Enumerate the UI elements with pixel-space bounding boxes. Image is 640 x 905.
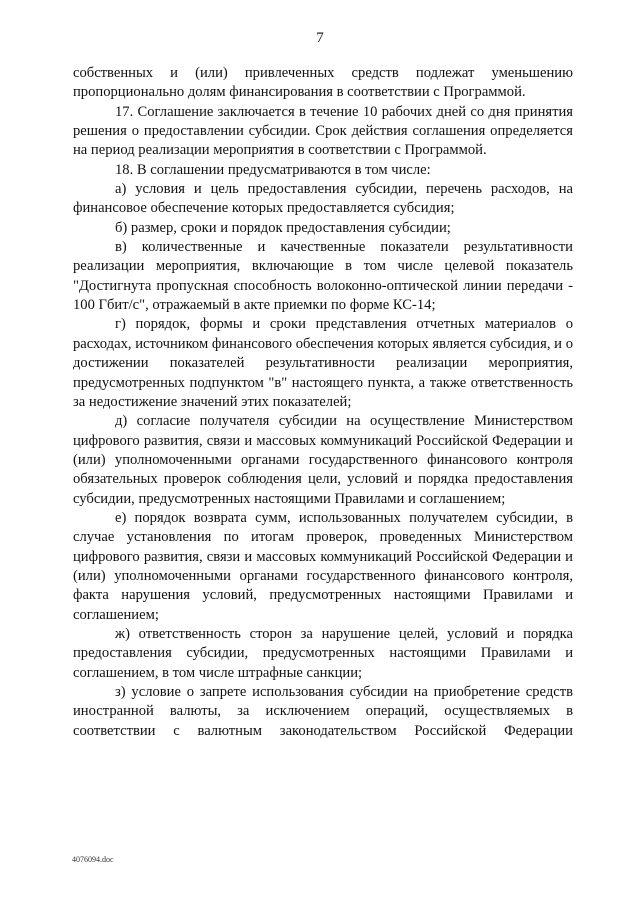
item-z: з) условие о запрете использования субсидии на приобретение средств иностранной валюты, за исключением операций, осуществляемых в соответствии с валютным законодательством Российской Федерации: [73, 684, 573, 739]
item-a: а) условия и цель предоставления субсидии, перечень расходов, на финансовое обеспечение которых предоставляется субсидия;: [73, 181, 573, 217]
paragraph-18: 18. В соглашении предусматриваются в том числе:: [115, 161, 431, 178]
item-b: б) размер, сроки и порядок предоставления субсидии;: [115, 219, 451, 236]
item-v: в) количественные и качественные показатели результативности реализации мероприятия, включающие в том числе целевой показатель "Достигнута пропускная способность волоконно-оптической линии передачи - 100 Гбит/с", отражаемый в акте приемки по форме КС-14;: [73, 239, 573, 314]
document-body: [73, 64, 573, 741]
item-d: д) согласие получателя субсидии на осуществление Министерством цифрового развития, связи и массовых коммуникаций Российской Федерации и (или) уполномоченными органами государственного финансового контроля обязательных проверок соблюдения цели, условий и порядка предоставления субсидии, предусмотренных настоящими Правилами и соглашением;: [73, 413, 573, 507]
page-number: 7: [316, 30, 324, 46]
footer-file-code: 4076094.doc: [72, 855, 114, 864]
item-g: г) порядок, формы и сроки представления отчетных материалов о расходах, источником финансового обеспечения которых является субсидия, и о достижении показателей результативности реализации мероприятия, предусмотренных подпунктом "в" настоящего пункта, а также ответственность за недостижение значений этих показателей;: [73, 316, 573, 410]
paragraph-17: 17. Соглашение заключается в течение 10 рабочих дней со дня принятия решения о предоставлении субсидии. Срок действия соглашения определяется на период реализации мероприятия в соответствии с Программой.: [73, 103, 573, 159]
paragraph-continuation: собственных и (или) привлеченных средств подлежат уменьшению пропорционально долям финансирования в соответствии с Программой.: [73, 65, 573, 101]
item-zh: ж) ответственность сторон за нарушение целей, условий и порядка предоставления субсидии, предусмотренных настоящими Правилами и соглашением, в том числе штрафные санкции;: [73, 625, 573, 681]
item-e: е) порядок возврата сумм, использованных получателем субсидии, в случае установления по итогам проверок, проведенных Министерством цифрового развития, связи и массовых коммуникаций Российской Федерации и (или) уполномоченными органами государственного финансового контроля, факта нарушения условий, предусмотренных настоящими Правилами и соглашением;: [73, 509, 573, 623]
